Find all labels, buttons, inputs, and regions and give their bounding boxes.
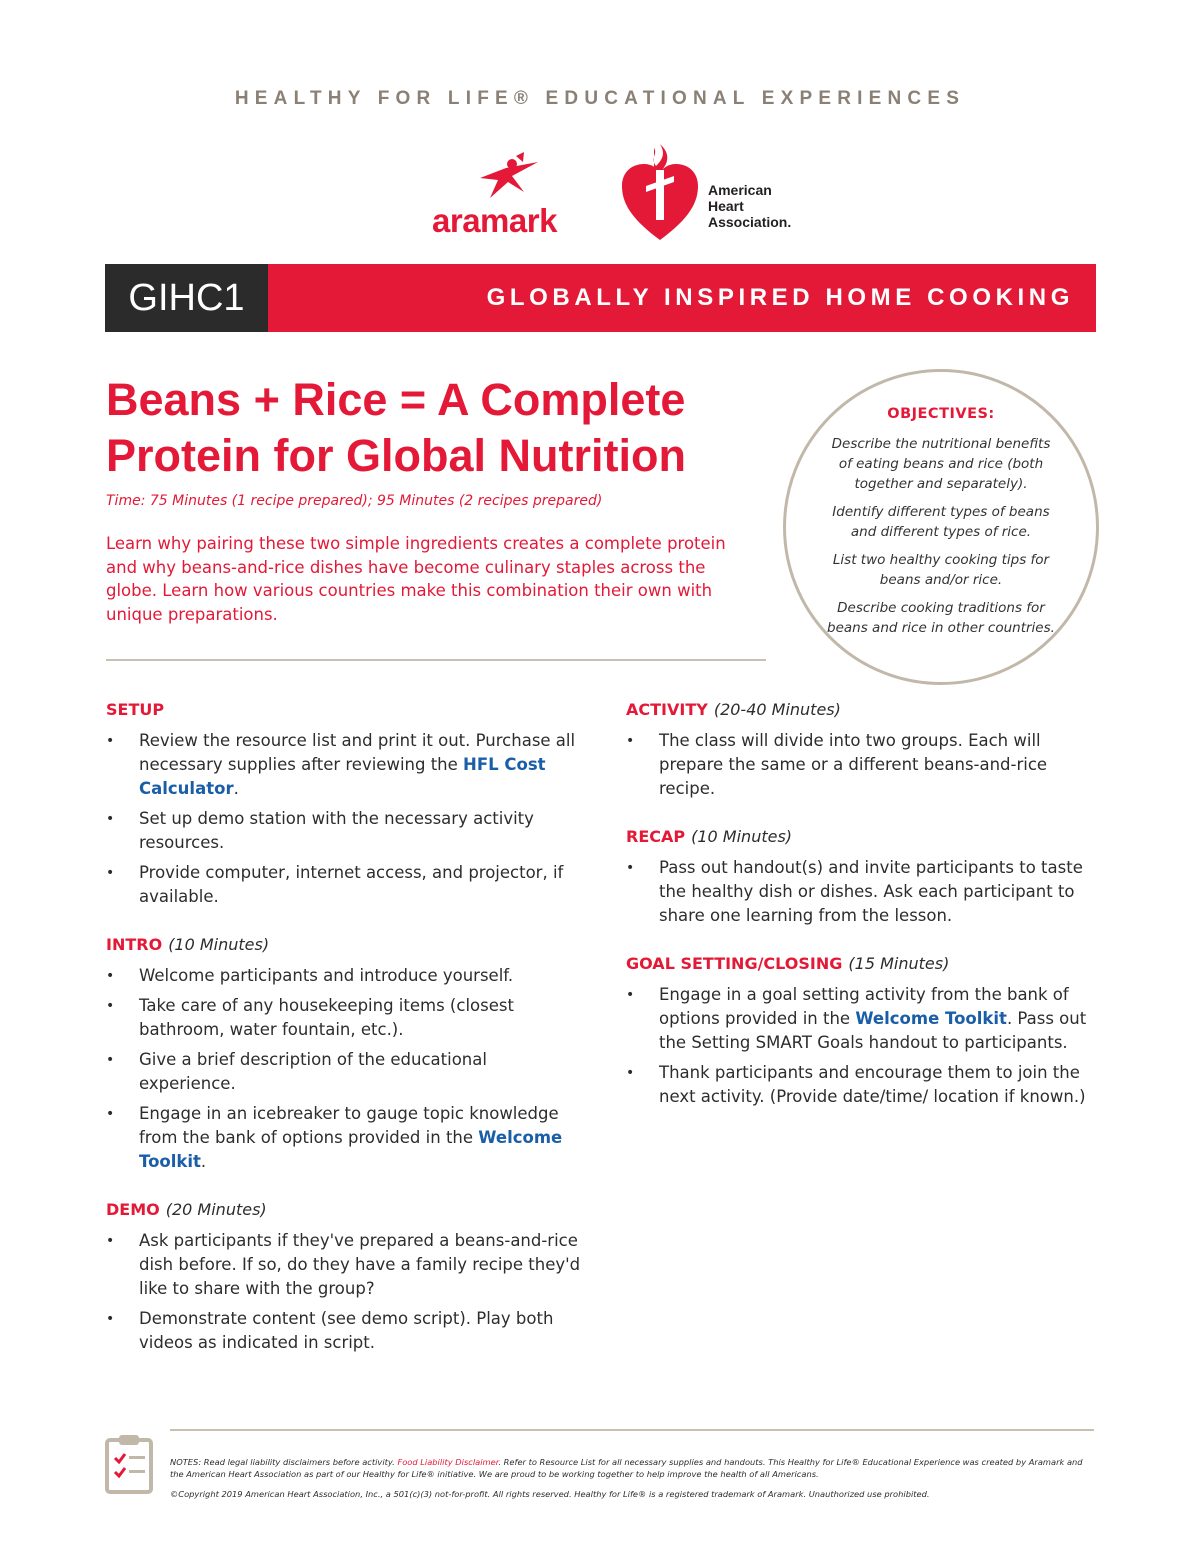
activity-heading	[626, 700, 1106, 719]
right-column	[626, 700, 1106, 1135]
goal-section	[626, 954, 1106, 1109]
goal-heading	[626, 954, 1106, 973]
section-label: SETUP	[106, 700, 165, 719]
goal-list	[626, 983, 1106, 1109]
list-item: • The class will divide into two groups. Each will prepare the same or a different beans-and-rice recipe.	[626, 729, 1106, 801]
list-text: Engage in a goal setting activity from the bank of options provided in the	[659, 985, 1069, 1028]
food-liability-disclaimer-link[interactable]: Food Liability Disclaimer	[397, 1457, 499, 1467]
clipboard-checklist-icon	[103, 1432, 155, 1494]
recap-section	[626, 827, 1106, 928]
setup-heading	[106, 700, 586, 719]
welcome-toolkit-link[interactable]: Welcome Toolkit	[139, 1128, 563, 1171]
list-item: • Demonstrate content (see demo script). Play both videos as indicated in script.	[106, 1307, 586, 1355]
intro-heading	[106, 935, 586, 954]
left-column	[106, 700, 586, 1381]
header-tagline: HEALTHY FOR LIFE® EDUCATIONAL EXPERIENCES	[234, 88, 966, 109]
aramark-wordmark: aramark	[432, 202, 557, 239]
aha-wordmark-line: American	[708, 182, 772, 198]
page-title-line: Beans + Rice = A Complete	[106, 374, 686, 425]
aha-wordmark	[708, 182, 791, 230]
objectives-circle	[783, 369, 1099, 685]
list-text: . Pass out the Setting SMART Goals handout to participants.	[659, 1009, 1087, 1052]
list-item: • Thank participants and encourage them to join the next activity. (Provide date/time/ location if known.)	[626, 1061, 1106, 1109]
section-time: (10 Minutes)	[691, 827, 793, 846]
section-label: GOAL SETTING/CLOSING	[626, 954, 843, 973]
list-item: • Set up demo station with the necessary activity resources.	[106, 807, 586, 855]
logo-bar	[0, 140, 1200, 250]
aramark-star-figure-icon	[428, 152, 588, 202]
objectives-list	[826, 434, 1056, 646]
aha-wordmark-line: Association.	[708, 214, 792, 230]
list-item: • Pass out handout(s) and invite participants to taste the healthy dish or dishes. Ask each participant to share one learning from the lesson.	[626, 856, 1106, 928]
list-text: Engage in an icebreaker to gauge topic knowledge from the bank of options provided in the	[139, 1104, 559, 1147]
divider	[106, 659, 766, 661]
activity-section	[626, 700, 1106, 801]
objective-item: List two healthy cooking tips for beans and/or rice.	[832, 552, 1050, 588]
objective-item: Identify different types of beans and different types of rice.	[832, 504, 1050, 540]
list-item	[626, 983, 1106, 1055]
setup-section	[106, 700, 586, 909]
intro-list	[106, 964, 586, 1174]
section-time: (10 Minutes)	[168, 935, 270, 954]
hfl-cost-calculator-link[interactable]: HFL Cost Calculator	[139, 755, 546, 798]
page-title	[106, 372, 786, 484]
footer-notes	[170, 1456, 1090, 1480]
list-item: • Ask participants if they've prepared a beans-and-rice dish before. If so, do they have a family recipe they'd like to share with the group?	[106, 1229, 586, 1301]
section-time: (20-40 Minutes)	[713, 700, 841, 719]
section-label: INTRO	[106, 935, 163, 954]
aramark-logo	[428, 152, 588, 242]
time-estimate: Time: 75 Minutes (1 recipe prepared); 95 Minutes (2 recipes prepared)	[106, 493, 603, 509]
list-item	[106, 1102, 586, 1174]
section-label: DEMO	[106, 1200, 160, 1219]
list-item: • Take care of any housekeeping items (closest bathroom, water fountain, etc.).	[106, 994, 586, 1042]
program-title: GLOBALLY INSPIRED HOME COOKING	[486, 284, 1074, 311]
list-item	[106, 729, 586, 801]
section-label: ACTIVITY	[626, 700, 708, 719]
list-text: .	[200, 1152, 207, 1171]
activity-list	[626, 729, 1106, 801]
copyright: ©Copyright 2019 American Heart Association, Inc., a 501(c)(3) not-for-profit. All rights reserved. Healthy for Life® is a registered trademark of Aramark. Unauthorized use prohibited.	[170, 1489, 930, 1499]
notes-text: . Refer to Resource List for all necessary supplies and handouts. This Healthy for Life® Educational Experience was created by Aramark and the American Heart Association as part of our Healthy for Life® initiative. We are proud to be working together to help improve the health of all Americans.	[170, 1457, 1083, 1479]
objective-item: Describe cooking traditions for beans and rice in other countries.	[827, 600, 1055, 636]
program-banner	[105, 264, 1096, 332]
list-text: Review the resource list and print it out. Purchase all necessary supplies after reviewing the	[139, 731, 576, 774]
intro-section	[106, 935, 586, 1174]
recap-list	[626, 856, 1106, 928]
intro-paragraph: Learn why pairing these two simple ingredients creates a complete protein and why beans-and-rice dishes have become culinary staples across the globe. Learn how various countries make this combination their own with unique preparations.	[106, 534, 726, 624]
heart-torch-icon	[620, 140, 700, 250]
setup-list	[106, 729, 586, 909]
welcome-toolkit-link[interactable]: Welcome Toolkit	[855, 1009, 1007, 1028]
notes-text: NOTES: Read legal liability disclaimers before activity.	[170, 1457, 398, 1467]
section-time: (20 Minutes)	[165, 1200, 267, 1219]
demo-heading	[106, 1200, 586, 1219]
demo-section	[106, 1200, 586, 1355]
list-item: • Provide computer, internet access, and projector, if available.	[106, 861, 586, 909]
objective-item: Describe the nutritional benefits of eating beans and rice (both together and separately).	[831, 436, 1051, 492]
recap-heading	[626, 827, 1106, 846]
list-item: • Welcome participants and introduce yourself.	[106, 964, 586, 988]
list-text: .	[233, 779, 239, 798]
aha-logo	[620, 140, 840, 250]
page-title-line: Protein for Global Nutrition	[106, 430, 686, 481]
aha-wordmark-line: Heart	[708, 198, 744, 214]
objectives-heading: OBJECTIVES:	[887, 406, 995, 422]
footer-divider	[170, 1429, 1094, 1431]
list-item: • Give a brief description of the educational experience.	[106, 1048, 586, 1096]
section-time: (15 Minutes)	[848, 954, 950, 973]
program-code: GIHC1	[105, 264, 268, 332]
demo-list	[106, 1229, 586, 1355]
section-label: RECAP	[626, 827, 686, 846]
